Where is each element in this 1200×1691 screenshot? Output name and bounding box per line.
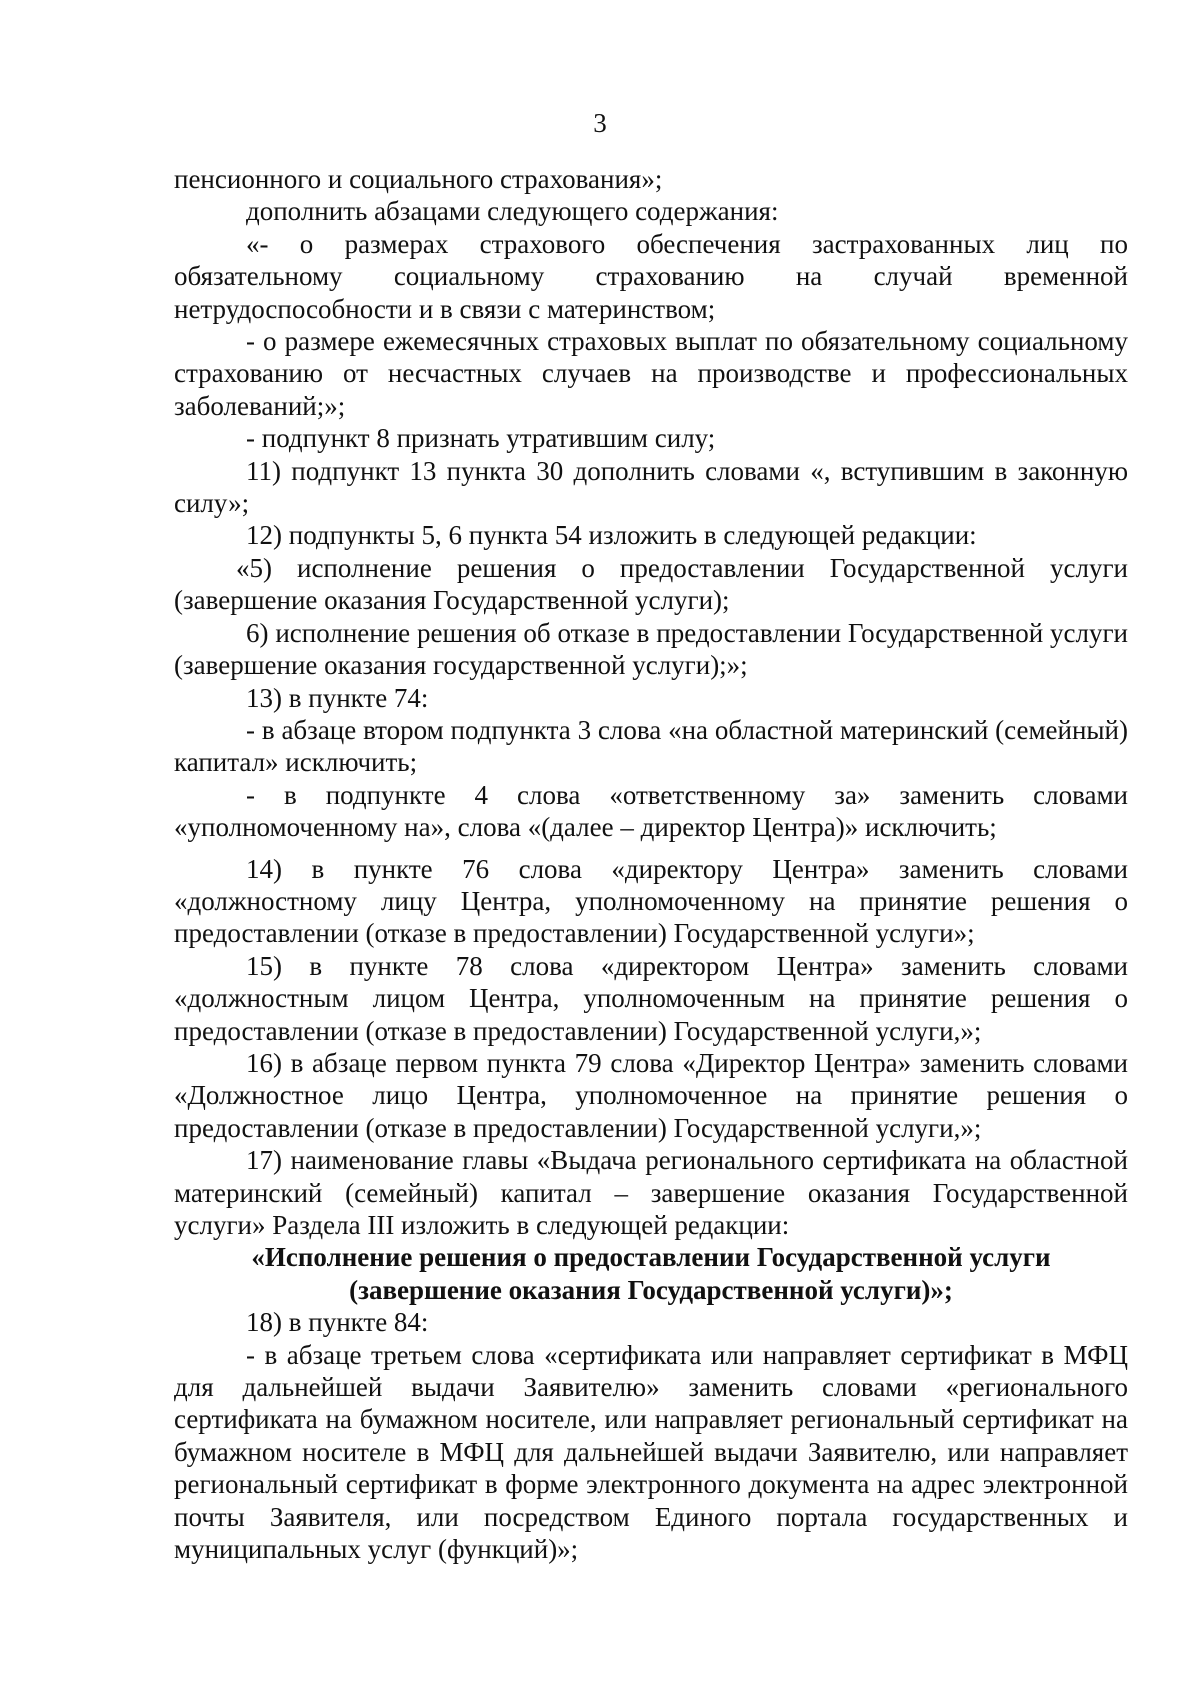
paragraph: 12) подпункты 5, 6 пункта 54 изложить в следующей редакции: (246, 520, 977, 551)
paragraph: 15) в пункте 78 слова «директором Центра» заменить словами «должностным лицом Центра, уполномоченным на принятие решения о предоставлении (отказе в предоставлении) Государственной услуги,»; (174, 950, 1128, 1046)
chapter-heading-line-1: «Исполнение решения о предоставлении Государственной услуги (251, 1242, 1051, 1273)
paragraph: - в абзаце третьем слова «сертификата или направляет сертификат в МФЦ для дальнейшей выдачи Заявителю» заменить словами «регионального сертификата на бумажном носителе, или направляет региональный сертификат на бумажном носителе в МФЦ для дальнейшей выдачи Заявителю, или направляет региональный сертификат в форме электронного документа на адрес электронной почты Заявителя, или посредством Единого портала государственных и муниципальных услуг (функций)»; (174, 1339, 1128, 1565)
paragraph: 16) в абзаце первом пункта 79 слова «Директор Центра» заменить словами «Должностное лицо Центра, уполномоченное на принятие решения о предоставлении (отказе в предоставлении) Государственной услуги,»; (174, 1047, 1128, 1143)
paragraph-continuation: пенсионного и социального страхования»; (174, 164, 663, 194)
paragraph: - в подпункте 4 слова «ответственному за» заменить словами «уполномоченному на», слова «(далее – директор Центра)» исключить; (174, 779, 1128, 843)
paragraph: 17) наименование главы «Выдача регионального сертификата на областной материнский (семейный) капитал – завершение оказания Государственной услуги» Раздела III изложить в следующей редакции: (174, 1145, 1128, 1240)
paragraph: 13) в пункте 74: (246, 682, 429, 713)
paragraph: дополнить абзацами следующего содержания: (246, 196, 779, 227)
paragraph: 11) подпункт 13 пункта 30 дополнить словами «, вступившим в законную силу»; (174, 455, 1128, 519)
paragraph: 18) в пункте 84: (246, 1307, 429, 1338)
chapter-heading-line-2: (завершение оказания Государственной услуги)»; (349, 1274, 953, 1305)
paragraph: - подпункт 8 признать утратившим силу; (246, 423, 716, 454)
page-number: 3 (593, 108, 607, 138)
paragraph: «5) исполнение решения о предоставлении Государственной услуги (завершение оказания Государственной услуги); (174, 552, 1128, 616)
paragraph: 14) в пункте 76 слова «директору Центра» заменить словами «должностному лицу Центра, уполномоченному на принятие решения о предоставлении (отказе в предоставлении) Государственной услуги»; (174, 853, 1128, 949)
paragraph: - в абзаце втором подпункта 3 слова «на областной материнский (семейный) капитал» исключить; (174, 714, 1128, 778)
paragraph: - о размере ежемесячных страховых выплат по обязательному социальному страхованию от несчастных случаев на производстве и профессиональных заболеваний;»; (174, 326, 1128, 421)
document-body (174, 163, 1128, 1565)
paragraph: «- о размерах страхового обеспечения застрахованных лиц по обязательному социальному страхованию на случай временной нетрудоспособности и в связи с материнством; (174, 228, 1128, 324)
paragraph: 6) исполнение решения об отказе в предоставлении Государственной услуги (завершение оказания государственной услуги);»; (174, 617, 1128, 681)
